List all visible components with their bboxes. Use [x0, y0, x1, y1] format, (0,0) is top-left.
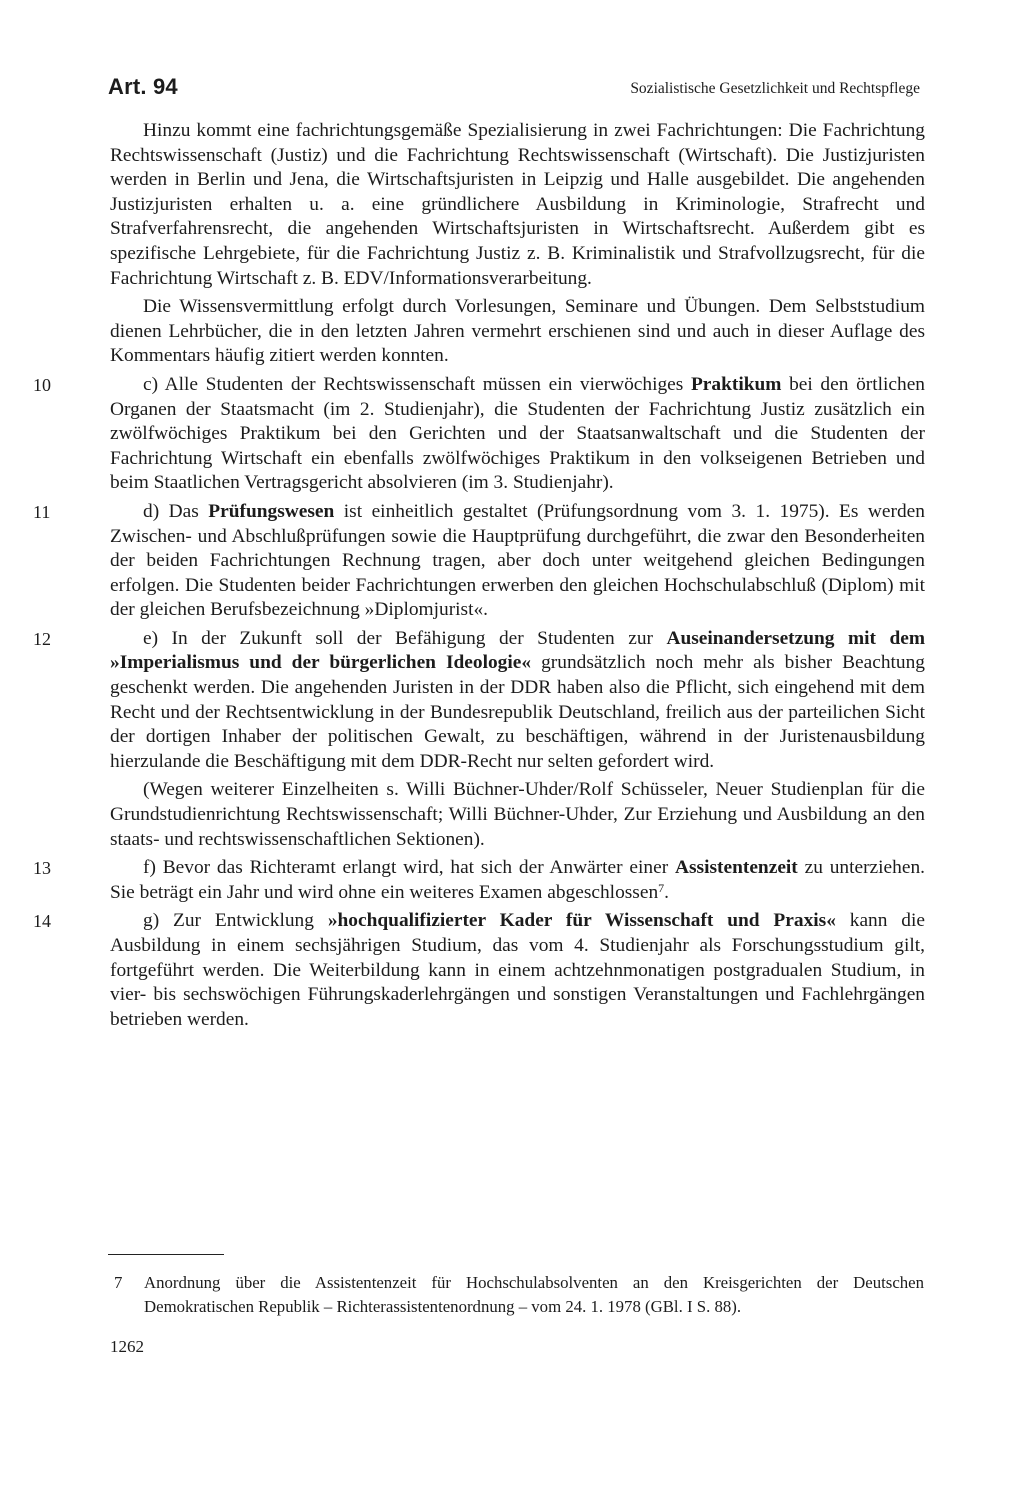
paragraph-text: zu unterziehen. Sie beträgt ein Jahr und wird ohne ein weiteres Examen abgeschlossen	[110, 857, 925, 903]
page-number: 1262	[110, 1337, 144, 1356]
paragraph-text: f) Bevor das Richteramt erlangt wird, hat sich der Anwärter einer	[143, 857, 675, 879]
paragraph-assistentenzeit	[33, 856, 925, 905]
footnote-number: 7	[114, 1273, 123, 1292]
footnote	[114, 1271, 924, 1319]
paragraph-text: grundsätzlich noch mehr als bisher Beachtung geschenkt werden. Die angehenden Juristen in der DDR haben also die Pflicht, sich eingehend mit dem Recht und der Rechtsentwicklung in der Bundesrepublik Deutschland, freilich aus der parteilichen Sicht der dortigen Inhaber der politischen Gewalt, zu beschäftigen, während in der Juristenausbildung hierzulande die Beschäftigung mit dem DDR-Recht nur selten gefordert wird.	[110, 652, 926, 772]
paragraph-text: c) Alle Studenten der Rechtswissenschaft müssen ein vierwöchiges	[143, 373, 691, 395]
paragraph-text: d) Das	[143, 500, 209, 522]
paragraph-text: .	[664, 881, 670, 903]
keyword: »hochqualifizierter Kader für Wissenschaft und Praxis«	[327, 910, 836, 932]
keyword: Assistentenzeit	[674, 857, 798, 879]
paragraph-kader	[33, 909, 925, 1032]
margin-number: 13	[33, 858, 51, 879]
keyword: Prüfungswesen	[208, 500, 335, 522]
paragraph-auseinandersetzung	[33, 627, 926, 775]
paragraph-text: g) Zur Entwicklung	[143, 910, 328, 932]
margin-number: 12	[33, 628, 51, 649]
paragraph	[110, 778, 925, 852]
margin-number: 11	[33, 501, 51, 522]
paragraph-text: bei den örtlichen Organen der Staatsmacht (im 2. Studienjahr), die Studenten der Fachrichtung Justiz zusätzlich ein zwölfwöchiges Praktikum bei den Gerichten und der Staatsanwaltschaft und die Studenten der Fachrichtung Wirtschaft ein ebenfalls zwölfwöchiges Praktikum in den volkseigenen Betrieben und beim Staatlichen Vertragsgericht absolvieren (im 3. Studienjahr).	[110, 373, 925, 494]
margin-number: 14	[33, 911, 51, 932]
running-title: Sozialistische Gesetzlichkeit und Rechtspflege	[630, 80, 920, 97]
paragraph-text: ist einheitlich gestaltet (Prüfungsordnung vom 3. 1. 1975). Es werden Zwischen- und Abschlußprüfungen sowie die Hauptprüfung durchgeführt, die zwar den Besonderheiten der beiden Fachrichtungen Rechnung tragen, aber doch unter weitgehend gleichen Bedingungen erfolgen. Die Studenten beider Fachrichtungen erwerben den gleichen Hochschulabschluß (Diplom) mit der gleichen Berufsbezeichnung »Diplomjurist«.	[110, 500, 925, 621]
main-text	[33, 119, 926, 1036]
footnote-reference[interactable]: 7	[658, 880, 665, 895]
paragraph-praktikum	[33, 373, 925, 496]
margin-number: 10	[33, 374, 51, 395]
keyword: Praktikum	[690, 373, 782, 395]
paragraph-text: Die Wissensvermittlung erfolgt durch Vorlesungen, Seminare und Übungen. Dem Selbststudium dienen Lehrbücher, die in den letzten Jahren vermehrt erschienen sind und auch in dieser Auflage des Kommentars häufig zitiert werden konnten.	[110, 296, 925, 367]
page-header	[108, 72, 920, 112]
footnote-text: Anordnung über die Assistentenzeit für Hochschulabsolventen an den Kreisgerichten der Deutschen Demokratischen Republik – Richterassistentenordnung – vom 24. 1. 1978 (GBl. I S. 88).	[144, 1273, 924, 1316]
footnote-separator	[108, 1254, 224, 1255]
keyword: Auseinandersetzung mit dem »Imperialismus und der bürgerlichen Ideologie«	[110, 627, 925, 674]
paragraph-text: (Wegen weiterer Einzelheiten s. Willi Büchner-Uhder/Rolf Schüsseler, Neuer Studienplan für die Grundstudienrichtung Rechtswissenschaft; Willi Büchner-Uhder, Zur Erziehung und Ausbildung an den staats- und rechtswissenschaftlichen Sektionen).	[110, 779, 925, 850]
paragraph	[110, 295, 925, 369]
paragraph-text: e) In der Zukunft soll der Befähigung der Studenten zur	[143, 627, 667, 649]
paragraph-text: Hinzu kommt eine fachrichtungsgemäße Spezialisierung in zwei Fachrichtungen: Die Fachrichtung Rechtswissenschaft (Justiz) und die Fachrichtung Rechtswissenschaft (Wirtschaft). Die Justizjuristen werden in Berlin und Jena, die Wirtschaftsjuristen in Leipzig und Halle ausgebildet. Die angehenden Justizjuristen erhalten u. a. eine gründlichere Ausbildung in Kriminologie, Strafrecht und Strafverfahrensrecht, die angehenden Wirtschaftsjuristen in Wirtschaftsrecht. Außerdem gibt es spezifische Lehrgebiete, für die Fachrichtung Justiz z. B. Kriminalistik und Strafvollzugsrecht, für die Fachrichtung Wirtschaft z. B. EDV/Informationsverarbeitung.	[110, 120, 925, 289]
paragraph	[110, 119, 925, 291]
article-label: Art. 94	[108, 74, 178, 99]
paragraph-pruefungswesen	[33, 500, 925, 623]
paragraph-text: kann die Ausbildung in einem sechsjährigen Studium, das vom 4. Studienjahr als Forschungsstudium gilt, fortgeführt werden. Die Weiterbildung kann in einem achtzehnmonatigen postgradualen Studium, in vier- bis sechswöchigen Führungskaderlehrgängen und sonstigen Veranstaltungen und Fachlehrgängen betrieben werden.	[110, 910, 925, 1030]
